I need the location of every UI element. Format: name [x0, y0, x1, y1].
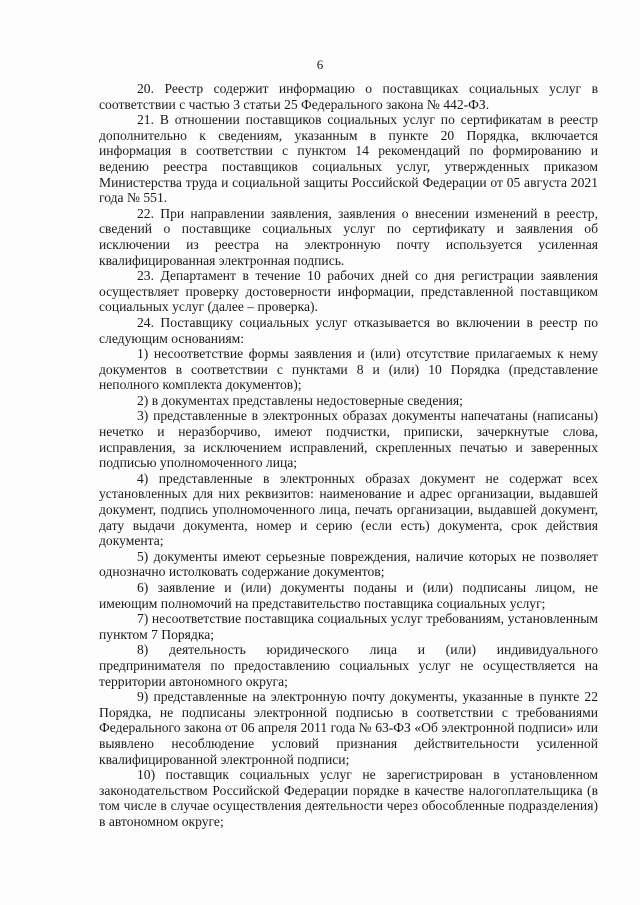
list-item-10: 10) поставщик социальных услуг не зарегистрирован в установленном законодательством Российской Федерации порядке в качестве налогоплательщика (в том числе в случае осуществления деятельности через обособленные подразделения) в автономном округе; — [99, 767, 598, 829]
list-item-6: 6) заявление и (или) документы поданы и (или) подписаны лицом, не имеющим полномочий на представительство поставщика социальных услуг; — [99, 580, 598, 611]
paragraph-24: 24. Поставщику социальных услуг отказывается во включении в реестр по следующим основаниям: — [99, 314, 598, 346]
paragraph-22: 22. При направлении заявления, заявления о внесении изменений в реестр, сведений о поставщике социальных услуг по сертификату и заявления об исключении из реестра на электронную почту используется усиленная квалифицированная электронная подпись. — [99, 205, 598, 268]
list-item-8: 8) деятельность юридического лица и (или) индивидуального предпринимателя по предоставлению социальных услуг не осуществляется на территории автономного округа; — [99, 642, 598, 689]
paragraph-20: 20. Реестр содержит информацию о поставщиках социальных услуг в соответствии с частью 3 статьи 25 Федерального закона № 442-ФЗ. — [99, 81, 598, 112]
list-item-4: 4) представленные в электронных образах документ не содержат всех установленных для них реквизитов: наименование и адрес организации, выдавшей документ, подпись уполномоченного лица, печать организации, выдавшей документ, дату выдачи документа, номер и серию (если есть) документа, срок действия документа; — [99, 470, 598, 549]
list-item-1: 1) несоответствие формы заявления и (или) отсутствие прилагаемых к нему документов в соответствии с пунктами 8 и (или) 10 Порядка (представление неполного комплекта документов); — [99, 346, 598, 393]
list-item-7: 7) несоответствие поставщика социальных услуг требованиям, установленным пунктом 7 Порядка; — [99, 611, 598, 642]
list-item-3: 3) представленные в электронных образах документы напечатаны (написаны) нечетко и неразборчиво, имеют подчистки, приписки, зачеркнутые слова, исправления, за исключением исправлений, скрепленных печатью и заверенных подписью уполномоченного лица; — [99, 408, 598, 471]
list-item-9: 9) представленные на электронную почту документы, указанные в пункте 22 Порядка, не подписаны электронной подписью в соответствии с требованиями Федерального закона от 06 апреля 2011 года № 63-ФЗ «Об электронной подписи» или выявлено несоблюдение условий признания действительности усиленной квалифицированной электронной подписи; — [99, 689, 598, 767]
list-item-2: 2) в документах представлены недостоверные сведения; — [137, 392, 463, 408]
paragraph-23: 23. Департамент в течение 10 рабочих дней со дня регистрации заявления осуществляет проверку достоверности информации, представленной поставщиком социальных услуг (далее – проверка). — [99, 268, 598, 315]
document-body — [99, 81, 598, 830]
paragraph-21: 21. В отношении поставщиков социальных услуг по сертификатам в реестр дополнительно к сведениям, указанным в пункте 20 Порядка, включается информация в соответствии с пунктом 14 рекомендаций по формированию и ведению реестра поставщиков социальных услуг, утвержденных приказом Министерства труда и социальной защиты Российской Федерации от 05 августа 2021 года № 551. — [99, 112, 598, 206]
page-number: 6 — [316, 57, 324, 72]
list-item-5: 5) документы имеют серьезные повреждения, наличие которых не позволяет однозначно истолковать содержание документов; — [99, 548, 598, 580]
